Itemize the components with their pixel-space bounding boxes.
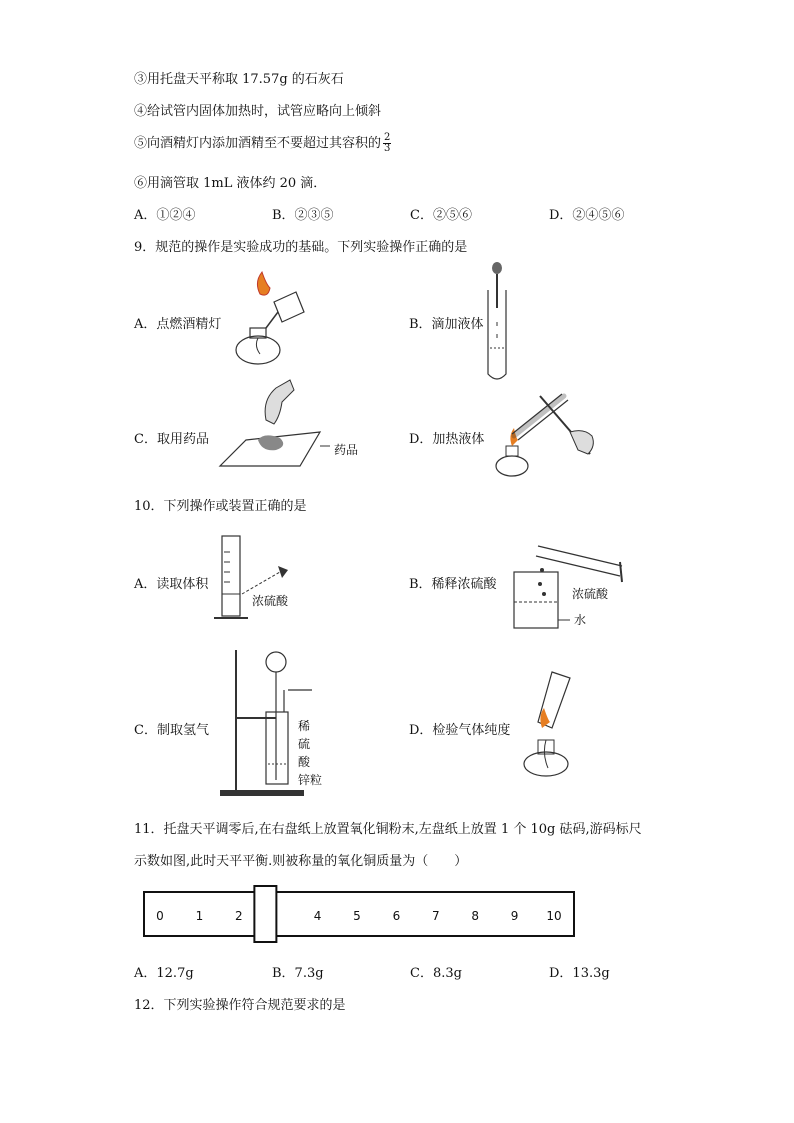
hydrogen-apparatus-figure bbox=[220, 650, 340, 800]
q8-option-d[interactable]: D．②④⑤⑥ bbox=[549, 208, 625, 223]
q12-stem: 12．下列实验操作符合规范要求的是 bbox=[134, 998, 346, 1013]
q10-stem: 10．下列操作或装置正确的是 bbox=[134, 499, 307, 514]
q8-item-5 bbox=[134, 132, 391, 154]
ruler-tick-label: 0 bbox=[156, 909, 164, 923]
q8-option-b[interactable]: B．②③⑤ bbox=[272, 208, 334, 223]
label-zinc: 锌粒 bbox=[298, 773, 323, 787]
taking-reagent-figure bbox=[216, 380, 366, 470]
q8-item-4: ④给试管内固体加热时，试管应略向上倾斜 bbox=[134, 104, 382, 119]
reading-volume-figure bbox=[212, 532, 322, 628]
rider-slider[interactable] bbox=[254, 886, 276, 942]
q8-item-5-text: ⑤向酒精灯内添加酒精至不要超过其容积的 bbox=[134, 136, 382, 151]
q10-option-b[interactable]: B．稀释浓硫酸 bbox=[409, 577, 497, 592]
q10-option-a[interactable]: A．读取体积 bbox=[134, 577, 209, 592]
ruler-tick-label: 4 bbox=[313, 909, 322, 923]
label-sulfuric: 硫 bbox=[298, 737, 311, 751]
q10-option-c[interactable]: C．制取氢气 bbox=[134, 723, 209, 738]
diluting-acid-figure bbox=[506, 528, 636, 632]
fraction bbox=[383, 133, 391, 154]
ruler-tick-label: 8 bbox=[471, 909, 480, 923]
gas-purity-test-figure bbox=[516, 668, 586, 784]
fraction-numerator: 2 bbox=[384, 132, 391, 143]
fraction-denominator: 3 bbox=[384, 143, 391, 154]
q11-option-a[interactable]: A．12.7g bbox=[134, 966, 194, 981]
ruler-tick-label: 6 bbox=[392, 909, 401, 923]
alcohol-lamp-lighting-figure bbox=[230, 272, 310, 372]
label-conc-acid-b: 浓硫酸 bbox=[572, 587, 609, 601]
label-drug: 药品 bbox=[334, 443, 359, 457]
label-acid: 酸 bbox=[298, 755, 311, 769]
q11-option-c[interactable]: C．8.3g bbox=[410, 966, 462, 981]
ruler-tick-label: 9 bbox=[510, 909, 519, 923]
rider-scale-ruler bbox=[144, 884, 576, 944]
label-water: 水 bbox=[574, 613, 587, 627]
q9-option-b[interactable]: B．滴加液体 bbox=[409, 317, 484, 332]
q9-option-c[interactable]: C．取用药品 bbox=[134, 432, 209, 447]
q11-stem-line1: 11．托盘天平调零后,在右盘纸上放置氧化铜粉末,左盘纸上放置 1 个 10g 砝码,游码标尺 bbox=[134, 822, 642, 837]
q8-option-a[interactable]: A．①②④ bbox=[134, 208, 196, 223]
ruler-tick-label: 10 bbox=[546, 909, 562, 923]
q8-option-c[interactable]: C．②⑤⑥ bbox=[410, 208, 472, 223]
q9-stem: 9．规范的操作是实验成功的基础。下列实验操作正确的是 bbox=[134, 240, 468, 255]
q8-item-3: ③用托盘天平称取 17.57g 的石灰石 bbox=[134, 72, 344, 87]
dropper-test-tube-figure bbox=[484, 262, 514, 382]
label-conc-acid-a: 浓硫酸 bbox=[252, 594, 289, 608]
ruler-tick-label: 1 bbox=[195, 909, 204, 923]
ruler-tick-label: 5 bbox=[353, 909, 361, 923]
q11-stem-line2: 示数如图,此时天平平衡.则被称量的氧化铜质量为（ ） bbox=[134, 854, 468, 869]
ruler-tick-label: 2 bbox=[234, 909, 243, 923]
ruler-tick-label: 7 bbox=[431, 909, 440, 923]
q11-option-d[interactable]: D．13.3g bbox=[549, 966, 610, 981]
q9-option-d[interactable]: D．加热液体 bbox=[409, 432, 485, 447]
q8-item-6: ⑥用滴管取 1mL 液体约 20 滴． bbox=[134, 176, 327, 191]
q11-option-b[interactable]: B．7.3g bbox=[272, 966, 324, 981]
q10-option-d[interactable]: D．检验气体纯度 bbox=[409, 723, 511, 738]
label-dilute: 稀 bbox=[298, 719, 311, 733]
q9-option-a[interactable]: A．点燃酒精灯 bbox=[134, 317, 222, 332]
heating-liquid-figure bbox=[492, 384, 612, 484]
